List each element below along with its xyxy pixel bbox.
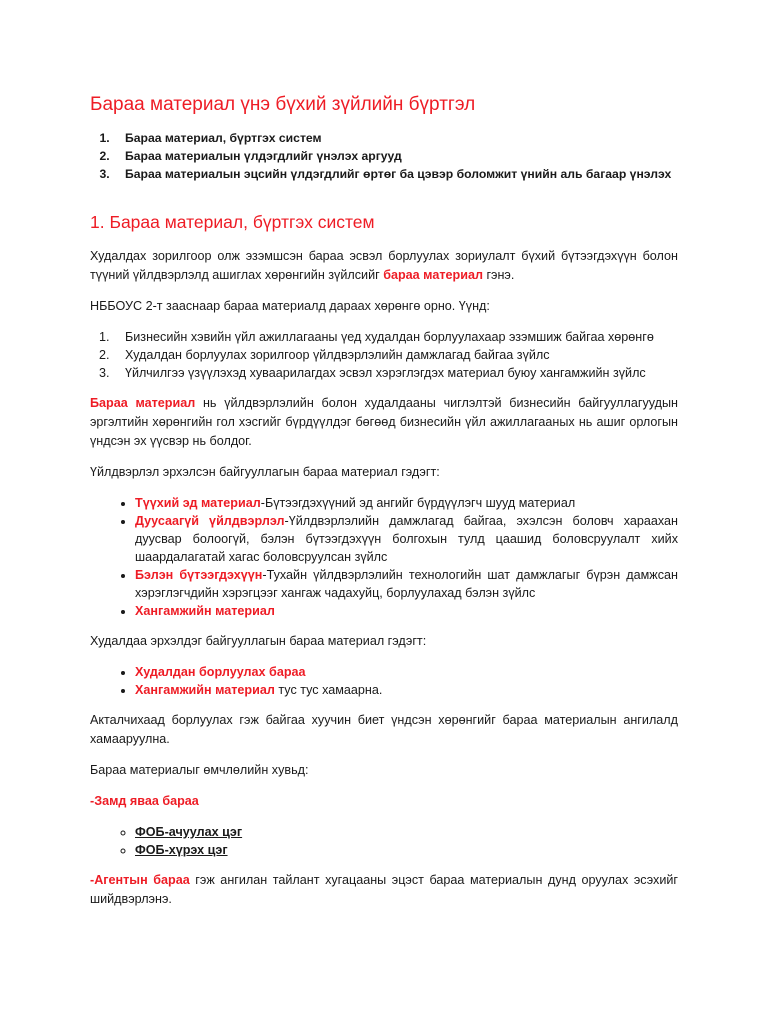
highlight-term: Дуусаагүй үйлдвэрлэл	[135, 514, 285, 528]
paragraph-definition	[90, 247, 678, 285]
paragraph-text: гэж ангилан тайлант хугацааны эцэст бараа материалын дунд оруулах эсэхийг шийдвэрлэнэ.	[90, 873, 678, 906]
paragraph-assets: Акталчихаад борлуулах гэж байгаа хуучин биет үндсэн хөрөнгийг бараа материалын ангилалд хамааруулна.	[90, 713, 678, 746]
paragraph-ownership: Бараа материалыг өмчлөлийн хувьд:	[90, 763, 309, 777]
list-item	[135, 494, 678, 512]
transit-goods-label: -Замд яваа бараа	[90, 794, 199, 808]
paragraph-text: Худалдах зорилгоор олж эзэмшсэн бараа эсвэл борлуулах зориулалт бүхий бүтээгдэхүүн болон түүний үйлдвэрлэлд ашиглах хөрөнгийн зүйлсийг	[90, 249, 678, 282]
highlight-term: -Агентын бараа	[90, 873, 190, 887]
production-list	[90, 494, 678, 620]
fob-list	[90, 823, 678, 859]
list-item	[135, 663, 678, 681]
highlight-term: Худалдан борлуулах бараа	[135, 665, 306, 679]
paragraph-standard: НББОУС 2-т зааснаар бараа материалд дараах хөрөнгө орно. Үүнд:	[90, 299, 490, 313]
highlight-term: Хангамжийн материал	[135, 683, 275, 697]
list-item: 1. Бизнесийн хэвийн үйл ажиллагааны үед худалдан борлуулахаар эзэмшиж байгаа хөрөнгө	[113, 328, 678, 346]
toc-item: 2. Бараа материалын үлдэгдлийг үнэлэх аргууд	[113, 147, 678, 165]
paragraph-text: гэнэ.	[482, 268, 515, 282]
highlight-term: бараа материал	[383, 268, 483, 282]
item-text: -Үйлдвэрлэлийн дамжлагад байгаа, эхэлсэн боловч хараахан дуусвар болоогүй, бэлэн бүтээгдэхүүн болгохын тулд цаашид боловсруулалт хийх шаардалагатай хагас боловсруулсан зүйлс	[135, 514, 678, 564]
paragraph-text: нь үйлдвэрлэлийн болон худалдааны чиглэлтэй бизнесийн байгууллагуудын эргэлтийн хөрөнгийн гол хэсгийг бүрдүүлдэг бөгөөд бизнесийн үйл ажиллагааных нь ашиг орлогын үндсэн эх үүсвэр нь болдог.	[90, 396, 678, 448]
highlight-term: Бэлэн бүтээгдэхүүн	[135, 568, 263, 582]
list-item	[135, 681, 678, 699]
inventory-list	[90, 328, 678, 382]
list-item: 3. Үйлчилгээ үзүүлэхэд хуваарилагдах эсвэл хэрэглэгдэх материал буюу хангамжийн зүйлс	[113, 364, 678, 382]
document-content	[90, 93, 678, 921]
paragraph-agent	[90, 871, 678, 909]
highlight-term: Хангамжийн материал	[135, 604, 275, 618]
highlight-term: Бараа материал	[90, 396, 196, 410]
list-item: ◦ ФОБ-хүрэх цэг	[135, 841, 678, 859]
table-of-contents	[90, 129, 678, 183]
list-item	[135, 566, 678, 602]
toc-item: 1. Бараа материал, бүртгэх систем	[113, 129, 678, 147]
paragraph-trade: Худалдаа эрхэлдэг байгууллагын бараа материал гэдэгт:	[90, 634, 427, 648]
list-item	[135, 512, 678, 566]
toc-item: 3. Бараа материалын эцсийн үлдэгдлийг өртөг ба цэвэр боломжит үнийн аль багаар үнэлэх	[113, 165, 678, 183]
list-item	[135, 602, 678, 620]
list-item: ◦ ФОБ-ачуулах цэг	[135, 823, 678, 841]
document-title: Бараа материал үнэ бүхий зүйлийн бүртгэл	[90, 94, 476, 115]
paragraph-importance	[90, 394, 678, 451]
section-heading: 1. Бараа материал, бүртгэх систем	[90, 212, 375, 232]
item-text: -Бүтээгдэхүүний эд ангийг бүрдүүлэгч шууд материал	[260, 496, 576, 510]
paragraph-production: Үйлдвэрлэл эрхэлсэн байгууллагын бараа материал гэдэгт:	[90, 465, 440, 479]
highlight-term: Түүхий эд материал	[135, 496, 261, 510]
list-item: 2. Худалдан борлуулах зорилгоор үйлдвэрлэлийн дамжлагад байгаа зүйлс	[113, 346, 678, 364]
item-text: тус тус хамаарна.	[274, 683, 383, 697]
trade-list	[90, 663, 678, 699]
item-text: -Тухайн үйлдвэрлэлийн технологийн шат дамжлагыг бүрэн дамжсан хэрэглэгчдийн хэрэгцээг хангаж чадахуйц, борлуулахад бэлэн зүйлс	[135, 568, 678, 600]
